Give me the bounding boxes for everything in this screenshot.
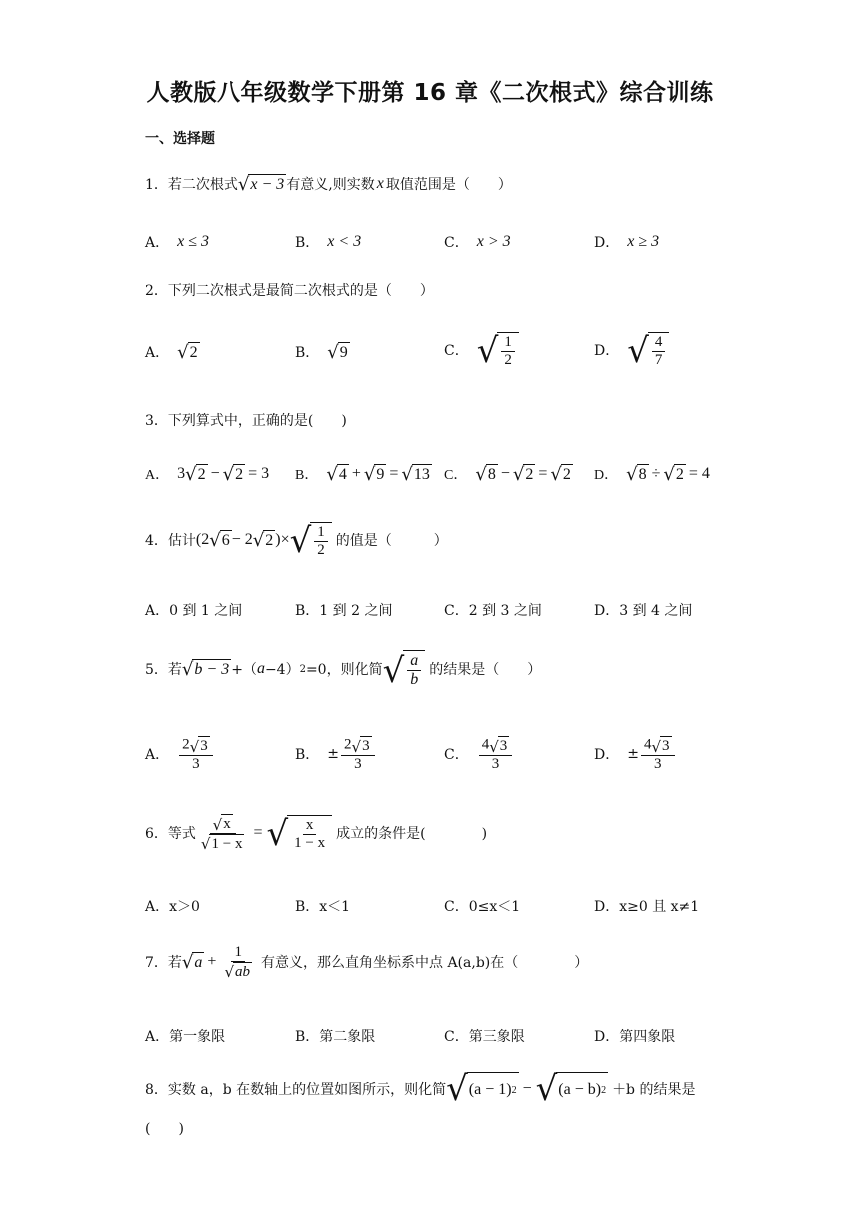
q1-option-a[interactable]: A． x ≤ 3 xyxy=(145,233,210,251)
q1-radical: √ x − 3 xyxy=(237,174,285,195)
question-3: 3．下列算式中，正确的是( ) xyxy=(145,413,347,429)
question-4: 4．估计 (2 √ 6 − 2 √ 2 )× √ $\frac{1}{2}$ 的值是（ ） xyxy=(145,521,448,561)
question-5: 5．若 √ b − 3 +（ a −4） 2 =0，则化简 √ $\frac{a}{b}$ 的结果是（ ） xyxy=(145,651,542,692)
q6-option-d[interactable]: D．x≥0 且 x≠1 xyxy=(594,899,700,915)
q1-option-b[interactable]: B． x < 3 xyxy=(295,233,362,251)
q7-option-d[interactable]: D．第四象限 xyxy=(594,1029,676,1045)
question-7: 7．若 √ a + 1 √ ab 有意义，那么直角坐标系中点 A(a,b)在（ ） xyxy=(145,944,589,981)
question-1 xyxy=(145,174,512,194)
q1-option-d[interactable]: D． x ≥ 3 xyxy=(594,233,660,251)
question-2: 2．下列二次根式是最简二次根式的是（ ） xyxy=(145,283,434,299)
q3-option-a[interactable]: A． 3 √ 2 − √ 2 = 3 xyxy=(145,464,270,485)
page-title: 人教版八年级数学下册第 16 章《二次根式》综合训练 xyxy=(146,80,714,106)
q4-option-b[interactable]: B．1 到 2 之间 xyxy=(295,603,393,619)
q3-option-c[interactable]: C． √ 8 − √ 2 = √ 2 xyxy=(444,464,571,485)
q5-option-c[interactable]: C． 4 √ 3 3 xyxy=(444,736,514,772)
q7-option-a[interactable]: A．第一象限 xyxy=(145,1029,226,1045)
q6-option-a[interactable]: A．x＞0 xyxy=(145,899,200,915)
q7-option-b[interactable]: B．第二象限 xyxy=(295,1029,376,1045)
q2-option-b[interactable]: B． √ 9 xyxy=(295,342,348,363)
q1-option-c[interactable]: C． x > 3 xyxy=(444,233,511,251)
section-heading: 一、选择题 xyxy=(145,131,215,147)
q4-option-a[interactable]: A．0 到 1 之间 xyxy=(145,603,243,619)
q6-option-c[interactable]: C．0≤x＜1 xyxy=(444,899,521,915)
question-8-tail: ( ) xyxy=(145,1121,184,1137)
q2-option-a[interactable]: A． √ 2 xyxy=(145,342,198,363)
q2-option-c[interactable]: C． √ $\frac{1}{2}$ xyxy=(444,332,519,368)
q7-option-c[interactable]: C．第三象限 xyxy=(444,1029,525,1045)
q4-option-d[interactable]: D．3 到 4 之间 xyxy=(594,603,693,619)
q3-option-b[interactable]: B． √ 4 + √ 9 = √ 13 xyxy=(295,464,430,485)
q3-option-d[interactable]: D． √ 8 ÷ √ 2 = 4 xyxy=(594,464,710,485)
question-6: 6．等式 √ x √ 1 − x = √ $\frac{x}{1 - x}$ 成立的条件是( ) xyxy=(145,814,488,854)
question-8: 8．实数 a，b 在数轴上的位置如图所示，则化简 √ (a − 1) 2 − √ (a − b) 2 ＋b 的结果是 xyxy=(145,1069,696,1109)
q4-option-c[interactable]: C．2 到 3 之间 xyxy=(444,603,542,619)
q5-option-a[interactable]: A． 2 √ 3 3 xyxy=(145,736,215,772)
q2-option-d[interactable]: D． √ $\frac{4}{7}$ xyxy=(594,332,669,368)
q5-option-d[interactable]: D． ± 4 √ 3 3 xyxy=(594,736,677,772)
q6-option-b[interactable]: B．x＜1 xyxy=(295,899,351,915)
q1-stem-c: 取值范围是（ ） xyxy=(385,177,512,193)
q5-option-b[interactable]: B． ± 2 √ 3 3 xyxy=(295,736,377,772)
q1-stem: 1．若二次根式 xyxy=(145,177,238,193)
q1-stem-b: 有意义,则实数 xyxy=(286,177,375,193)
q1-var: x xyxy=(376,175,384,192)
